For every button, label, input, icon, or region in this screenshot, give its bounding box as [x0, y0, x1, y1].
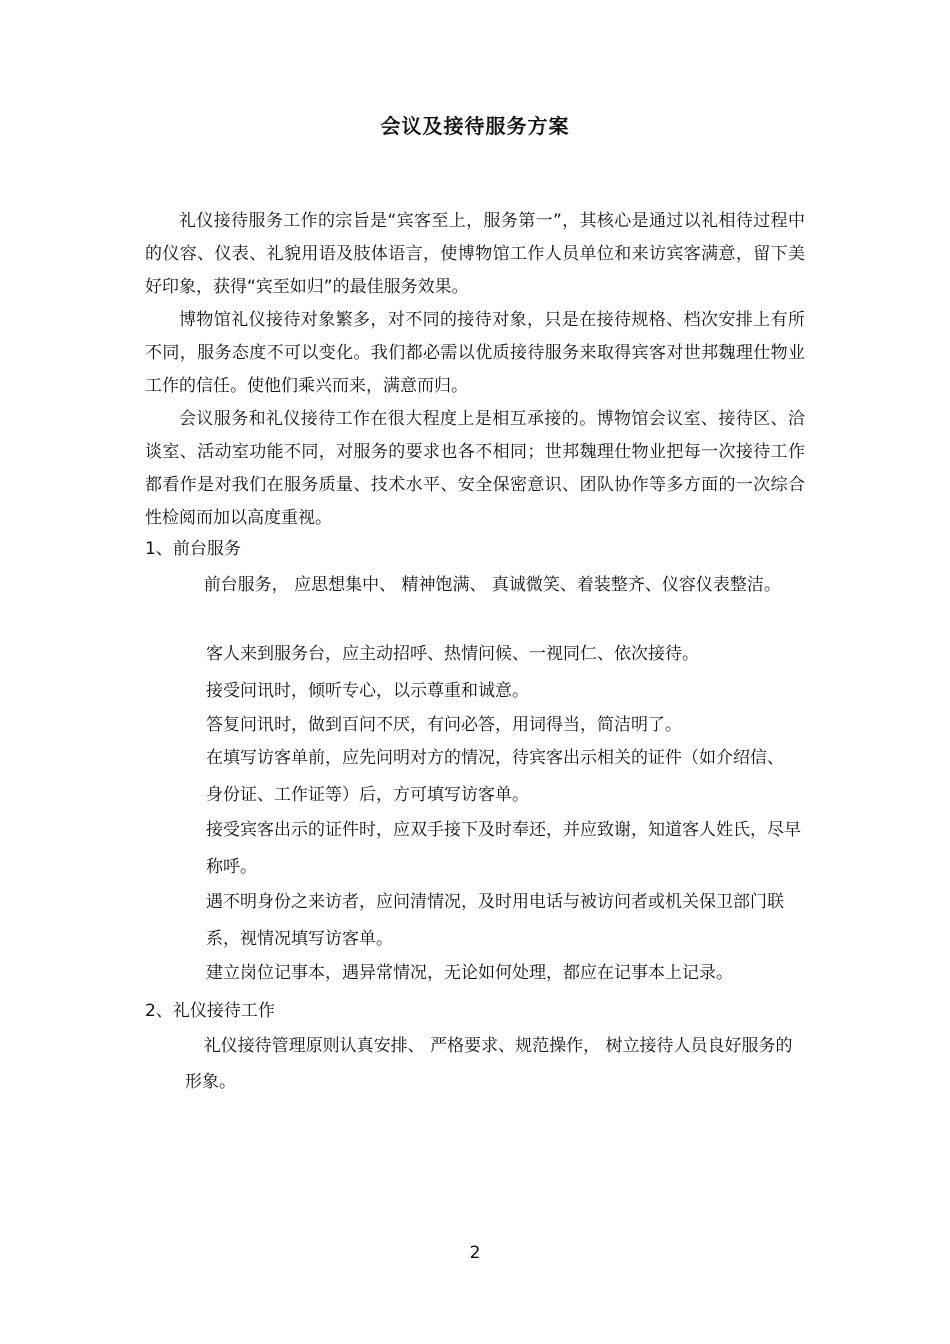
list-item: 建立岗位记事本，遇异常情况，无论如何处理，都应在记事本上记录。 [206, 963, 733, 983]
paragraph-2: 博物馆礼仪接待对象繁多，对不同的接待对象，只是在接待规格、档次安排上有所不同，服务态度不可以变化。我们都必需以优质接待服务来取得宾客对世邦魏理仕物业工作的信任。使他们乘兴而来，满意而归。 [145, 310, 805, 396]
document-title: 会议及接待服务方案 [380, 114, 570, 138]
list-item: 接受宾客出示的证件时，应双手接下及时奉还，并应致谢，知道客人姓氏，尽早称呼。 [206, 820, 801, 877]
section-2-heading: 2、礼仪接待工作 [145, 1001, 275, 1021]
page-number: 2 [469, 1243, 481, 1263]
paragraph-3: 会议服务和礼仪接待工作在很大程度上是相互承接的。博物馆会议室、接待区、洽谈室、活动室功能不同，对服务的要求也各不相同；世邦魏理仕物业把每一次接待工作都看作是对我们在服务质量、技术水平、安全保密意识、团队协作等多方面的一次综合性检阅而加以高度重视。 [145, 409, 805, 528]
list-item: 答复问讯时，做到百问不厌，有问必答，用词得当，简洁明了。 [206, 715, 682, 735]
list-item: 客人来到服务台，应主动招呼、热情问候、一视同仁、依次接待。 [206, 644, 699, 664]
section-1-intro: 前台服务， 应思想集中、 精神饱满、 真诚微笑、着装整齐、仪容仪表整洁。 [203, 575, 781, 595]
list-item: 接受问讯时，倾听专心，以示尊重和诚意。 [206, 681, 529, 701]
list-item: 在填写访客单前，应先问明对方的情况，待宾客出示相关的证件（如介绍信、 身份证、工作证等）后，方可填写访客单。 [206, 748, 784, 805]
section-2-intro: 礼仪接待管理原则认真安排、 严格要求、规范操作， 树立接待人员良好服务的形象。 [185, 1036, 793, 1092]
section-1-heading: 1、前台服务 [145, 539, 241, 559]
paragraph-1: 礼仪接待服务工作的宗旨是“宾客至上，服务第一”，其核心是通过以礼相待过程中的仪容、仪表、礼貌用语及肢体语言，使博物馆工作人员单位和来访宾客满意，留下美好印象，获得“宾至如归”的最佳服务效果。 [145, 211, 805, 297]
list-item: 遇不明身份之来访者，应问清情况，及时用电话与被访问者或机关保卫部门联系，视情况填写访客单。 [206, 892, 784, 949]
